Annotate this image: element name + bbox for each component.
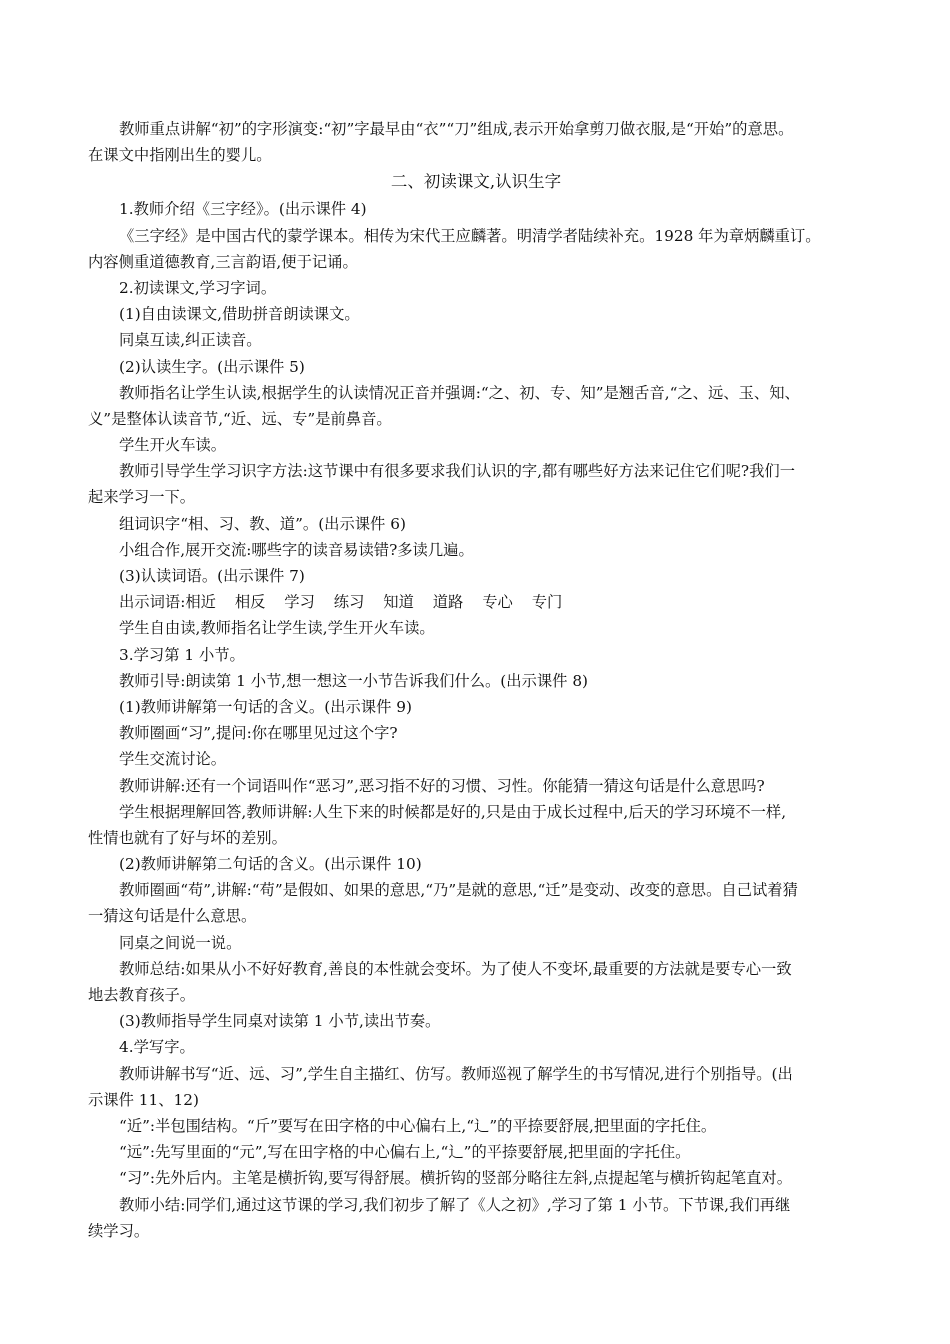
paragraph-line: 3.学习第 1 小节。	[119, 645, 245, 664]
paragraph-line: “习”:先外后内。主笔是横折钩,要写得舒展。横折钩的竖部分略往左斜,点提起笔与横折钩起笔直对。	[119, 1169, 792, 1188]
word-list-intro: 出示词语:相近	[119, 593, 216, 612]
paragraph-line: 地去教育孩子。	[88, 986, 196, 1004]
paragraph-line: (1)教师讲解第一句话的含义。(出示课件 9)	[119, 697, 412, 716]
paragraph-line: 示课件 11、12)	[88, 1090, 199, 1109]
paragraph-line: 1.教师介绍《三字经》。(出示课件 4)	[119, 200, 367, 219]
paragraph-line: 教师引导:朗读第 1 小节,想一想这一小节告诉我们什么。(出示课件 8)	[119, 671, 589, 690]
paragraph-line: (1)自由读课文,借助拼音朗读课文。	[119, 305, 360, 324]
paragraph-line: 教师重点讲解“初”的字形演变:“初”字最早由“衣”“刀”组成,表示开始拿剪刀做衣服,是“开始”的意思。	[119, 120, 794, 138]
paragraph-line: (2)教师讲解第二句话的含义。(出示课件 10)	[119, 855, 422, 874]
paragraph-line: 同桌之间说一说。	[119, 933, 242, 952]
word-item: 专心	[482, 593, 513, 612]
paragraph-line: “近”:半包围结构。“斤”要写在田字格的中心偏右上,“辶”的平捺要舒展,把里面的字托住。	[119, 1116, 717, 1135]
section-heading: 二、初读课文,认识生字	[390, 172, 562, 192]
paragraph-line: (3)教师指导学生同桌对读第 1 小节,读出节奏。	[119, 1012, 441, 1031]
paragraph-line: 在课文中指刚出生的婴儿。	[88, 146, 272, 165]
paragraph-line: 教师圈画“习”,提问:你在哪里见过这个字?	[119, 724, 398, 743]
paragraph-line: 小组合作,展开交流:哪些字的读音易读错?多读几遍。	[119, 540, 474, 559]
paragraph-line: 教师引导学生学习识字方法:这节课中有很多要求我们认识的字,都有哪些好方法来记住它们呢?我们一	[119, 462, 795, 481]
paragraph-line: 教师讲解:还有一个词语叫作“恶习”,恶习指不好的习惯、习性。你能猜一猜这句话是什么意思吗?	[119, 776, 765, 795]
paragraph-line: “远”:先写里面的“元”,写在田字格的中心偏右上,“辶”的平捺要舒展,把里面的字托住。	[119, 1143, 691, 1162]
paragraph-line: 一猜这句话是什么意思。	[88, 907, 257, 926]
paragraph-line: 教师小结:同学们,通过这节课的学习,我们初步了解了《人之初》,学习了第 1 小节。下节课,我们再继	[119, 1195, 791, 1214]
word-item: 专门	[531, 593, 563, 612]
paragraph-line: (2)认读生字。(出示课件 5)	[119, 357, 305, 376]
paragraph-line: 学生根据理解回答,教师讲解:人生下来的时候都是好的,只是由于成长过程中,后天的学习环境不一样,	[119, 802, 787, 821]
paragraph-line: 教师圈画“苟”,讲解:“苟”是假如、如果的意思,“乃”是就的意思,“迁”是变动、改变的意思。自己试着猜	[119, 881, 798, 900]
paragraph-line: 《三字经》是中国古代的蒙学课本。相传为宋代王应麟著。明清学者陆续补充。1928 年为章炳麟重订。	[119, 226, 821, 245]
paragraph-line: 2.初读课文,学习字词。	[119, 278, 277, 297]
paragraph-line: 教师总结:如果从小不好好教育,善良的本性就会变坏。为了使人不变坏,最重要的方法就是要专心一致	[119, 959, 792, 978]
paragraph-line: 内容侧重道德教育,三言韵语,便于记诵。	[88, 252, 358, 271]
word-list-line	[88, 589, 864, 615]
paragraph-line: 学生开火车读。	[119, 436, 227, 455]
paragraph-line: 教师讲解书写“近、远、习”,学生自主描红、仿写。教师巡视了解学生的书写情况,进行个别指导。(出	[119, 1064, 793, 1083]
paragraph-line: 同桌互读,纠正读音。	[119, 331, 262, 350]
word-item: 相反	[234, 593, 266, 612]
word-item: 知道	[383, 593, 414, 612]
document-page	[88, 116, 864, 1244]
paragraph-line: (3)认读词语。(出示课件 7)	[119, 567, 305, 585]
word-item: 道路	[432, 593, 464, 612]
paragraph-line: 起来学习一下。	[88, 488, 196, 507]
word-item: 练习	[333, 593, 365, 612]
paragraph-line: 续学习。	[88, 1221, 150, 1240]
paragraph-line: 学生自由读,教师指名让学生读,学生开火车读。	[119, 619, 435, 638]
paragraph-line: 性情也就有了好与坏的差别。	[88, 828, 287, 847]
paragraph-line: 组词识字“相、习、教、道”。(出示课件 6)	[119, 514, 406, 533]
paragraph-line: 义”是整体认读音节,“近、远、专”是前鼻音。	[88, 409, 392, 428]
paragraph-line: 教师指名让学生认读,根据学生的认读情况正音并强调:“之、初、专、知”是翘舌音,“之、远、玉、知、	[119, 383, 800, 402]
word-item: 学习	[284, 593, 315, 612]
paragraph-line: 学生交流讨论。	[119, 750, 227, 769]
paragraph-line: 4.学写字。	[119, 1038, 195, 1057]
